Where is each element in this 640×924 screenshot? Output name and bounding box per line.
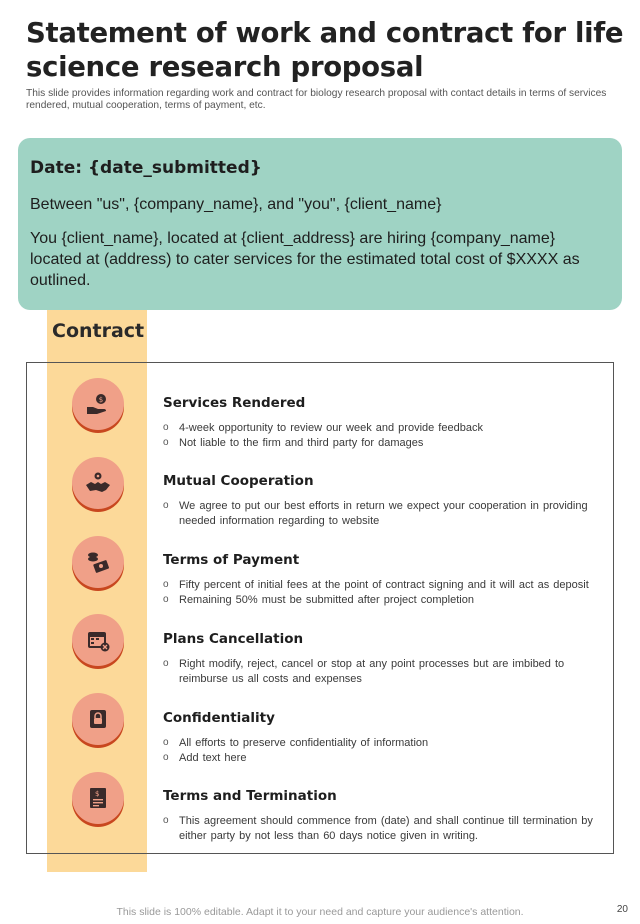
intro-box	[18, 138, 622, 310]
bullet-item: o Add text here	[163, 751, 603, 766]
contract-document-icon	[72, 772, 124, 824]
bullet-item: o Right modify, reject, cancel or stop at any point processes but are imbibed to reimburse us all costs and expenses	[163, 657, 603, 686]
coins-cash-icon	[72, 536, 124, 588]
contract-label: Contract	[52, 320, 145, 342]
hiring-paragraph: You {client_name}, located at {client_address} are hiring {company_name} located at (address) to cater services for the estimated total cost of $XXXX as outlined.	[30, 230, 580, 289]
section-bullets	[163, 499, 603, 528]
lock-icon	[72, 693, 124, 745]
calendar-cancel-icon	[72, 614, 124, 666]
handshake-gear-icon	[72, 457, 124, 509]
section-title: Plans Cancellation	[163, 631, 304, 647]
section-title: Terms and Termination	[163, 788, 337, 804]
section-title: Confidentiality	[163, 710, 275, 726]
section-bullets	[163, 814, 603, 843]
footer-note: This slide is 100% editable. Adapt it to your need and capture your audience's attention.	[116, 906, 524, 918]
section-title: Mutual Cooperation	[163, 473, 314, 489]
section-title: Terms of Payment	[163, 552, 300, 568]
date-line: Date: {date_submitted}	[30, 158, 262, 178]
bullet-item: o 4-week opportunity to review our week and provide feedback	[163, 421, 603, 436]
bullet-item: o We agree to put our best efforts in return we expect your cooperation in providing needed information regarding to website	[163, 499, 603, 528]
page-subtitle: This slide provides information regarding work and contract for biology research proposal with contact details in terms of services rendered, mutual cooperation, terms of payment, etc.	[26, 88, 607, 111]
bullet-item: o Not liable to the firm and third party for damages	[163, 436, 603, 451]
section-bullets	[163, 657, 603, 686]
svg-text:$: $	[95, 790, 100, 798]
page-title: Statement of work and contract for life science research proposal	[26, 17, 624, 83]
section-title: Services Rendered	[163, 395, 306, 411]
svg-text:$: $	[98, 396, 104, 404]
bullet-item: o Remaining 50% must be submitted after project completion	[163, 593, 603, 608]
section-bullets	[163, 736, 603, 765]
parties-line: Between "us", {company_name}, and "you", {client_name}	[30, 196, 442, 213]
section-bullets	[163, 578, 603, 607]
bullet-item: o All efforts to preserve confidentiality of information	[163, 736, 603, 751]
page-number: 20	[616, 904, 628, 915]
bullet-item: o Fifty percent of initial fees at the point of contract signing and it will act as deposit	[163, 578, 603, 593]
section-bullets	[163, 421, 603, 450]
bullet-item: o This agreement should commence from (date) and shall continue till termination by either party by not less than 60 days notice given in writing.	[163, 814, 603, 843]
money-hand-icon	[72, 378, 124, 430]
